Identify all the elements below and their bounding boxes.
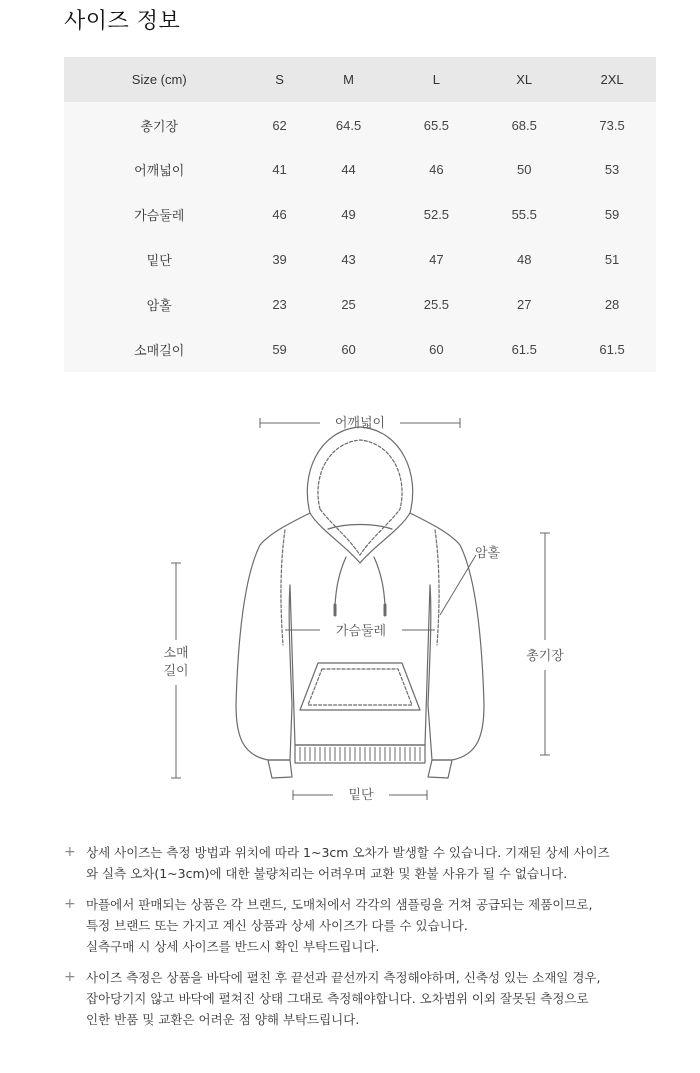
left-cuff	[268, 760, 292, 778]
size-table	[64, 57, 656, 372]
size-cell: 25	[341, 297, 356, 312]
plus-icon: +	[64, 844, 76, 860]
hood-inner	[318, 440, 402, 555]
size-cell: 52.5	[423, 207, 450, 222]
note-item	[64, 842, 664, 884]
label-chest: 가슴둘레	[335, 624, 387, 639]
note-line: 인한 반품 및 교환은 어려운 점 양해 부탁드립니다.	[86, 1012, 360, 1027]
header-l: L	[432, 72, 441, 87]
size-cell: 46	[429, 162, 444, 177]
size-row	[64, 102, 656, 147]
label-armhole: 암홀	[475, 546, 501, 561]
header-2xl: 2XL	[600, 72, 624, 87]
note-item	[64, 894, 664, 957]
size-cell: 25.5	[423, 297, 450, 312]
header-xl: XL	[516, 72, 533, 87]
size-row	[64, 192, 656, 237]
label-hem: 밑단	[348, 788, 374, 803]
hood-outline	[307, 427, 412, 563]
note-line: 마플에서 판매되는 상품은 각 브랜드, 도매처에서 각각의 샘플링을 거쳐 공급되는 제품이므로,	[86, 897, 593, 912]
note-line: 와 실측 오차(1~3cm)에 대한 불량처리는 어려우며 교환 및 환불 사유가 될 수 없습니다.	[86, 866, 568, 881]
size-cell: 59	[272, 342, 287, 357]
plus-icon: +	[64, 896, 76, 912]
size-notes	[64, 842, 664, 1040]
size-row	[64, 327, 656, 372]
label-shoulder: 어깨넓이	[334, 416, 386, 431]
note-line: 특정 브랜드 또는 가지고 계신 상품과 상세 사이즈가 다를 수 있습니다.	[86, 918, 468, 933]
size-row-label: 소매길이	[134, 344, 185, 359]
page-title: 사이즈 정보	[64, 9, 181, 34]
size-cell: 61.5	[599, 342, 625, 357]
size-cell: 49	[341, 207, 356, 222]
size-cell: 27	[516, 297, 532, 312]
size-row-label: 총기장	[140, 120, 179, 135]
size-cell: 65.5	[423, 118, 450, 133]
note-item	[64, 967, 664, 1030]
header-size-cm: Size (cm)	[131, 72, 187, 87]
size-cell: 39	[272, 252, 287, 267]
header-m: M	[343, 72, 354, 87]
size-cell: 61.5	[511, 342, 537, 357]
label-total-length: 총기장	[526, 649, 564, 664]
size-cell: 44	[341, 162, 356, 177]
size-table-header	[64, 57, 656, 102]
size-row-label: 가슴둘레	[134, 209, 185, 224]
size-cell: 73.5	[599, 118, 625, 133]
size-cell: 47	[429, 252, 444, 267]
size-cell: 60	[429, 342, 444, 357]
size-cell: 62	[272, 118, 287, 133]
size-cell: 59	[604, 207, 620, 222]
size-row	[64, 282, 656, 327]
size-cell: 53	[604, 162, 620, 177]
size-row-label: 암홀	[146, 299, 172, 314]
size-cell: 64.5	[335, 118, 362, 133]
size-cell: 68.5	[511, 118, 537, 133]
note-line: 사이즈 측정은 상품을 바닥에 펼친 후 끝선과 끝선까지 측정해야하며, 신축성 있는 소재일 경우,	[86, 970, 601, 985]
size-cell: 28	[604, 297, 620, 312]
label-sleeve-2: 길이	[163, 664, 189, 679]
size-row	[64, 147, 656, 192]
size-cell: 60	[341, 342, 356, 357]
size-row	[64, 237, 656, 282]
note-line: 실측구매 시 상세 사이즈를 반드시 확인 부탁드립니다.	[86, 939, 380, 954]
size-row-label: 밑단	[146, 254, 172, 269]
size-cell: 46	[272, 207, 287, 222]
note-line: 잡아당기지 않고 바닥에 펼쳐진 상태 그대로 측정해야합니다. 오차범위 이외 잘못된 측정으로	[86, 991, 589, 1006]
size-cell: 48	[516, 252, 532, 267]
header-s: S	[275, 72, 284, 87]
kangaroo-pocket	[300, 663, 420, 710]
hoodie-measurement-diagram	[150, 405, 570, 805]
size-cell: 55.5	[511, 207, 537, 222]
right-cuff	[428, 760, 452, 778]
note-line: 상세 사이즈는 측정 방법과 위치에 따라 1~3cm 오차가 발생할 수 있습니다. 기재된 상세 사이즈	[86, 845, 610, 860]
plus-icon: +	[64, 969, 76, 985]
size-cell: 23	[272, 297, 287, 312]
size-row-label: 어깨넓이	[134, 164, 185, 179]
size-cell: 41	[272, 162, 287, 177]
size-cell: 51	[604, 252, 620, 267]
size-cell: 43	[341, 252, 356, 267]
size-cell: 50	[516, 162, 532, 177]
label-sleeve-1: 소매	[163, 646, 189, 661]
